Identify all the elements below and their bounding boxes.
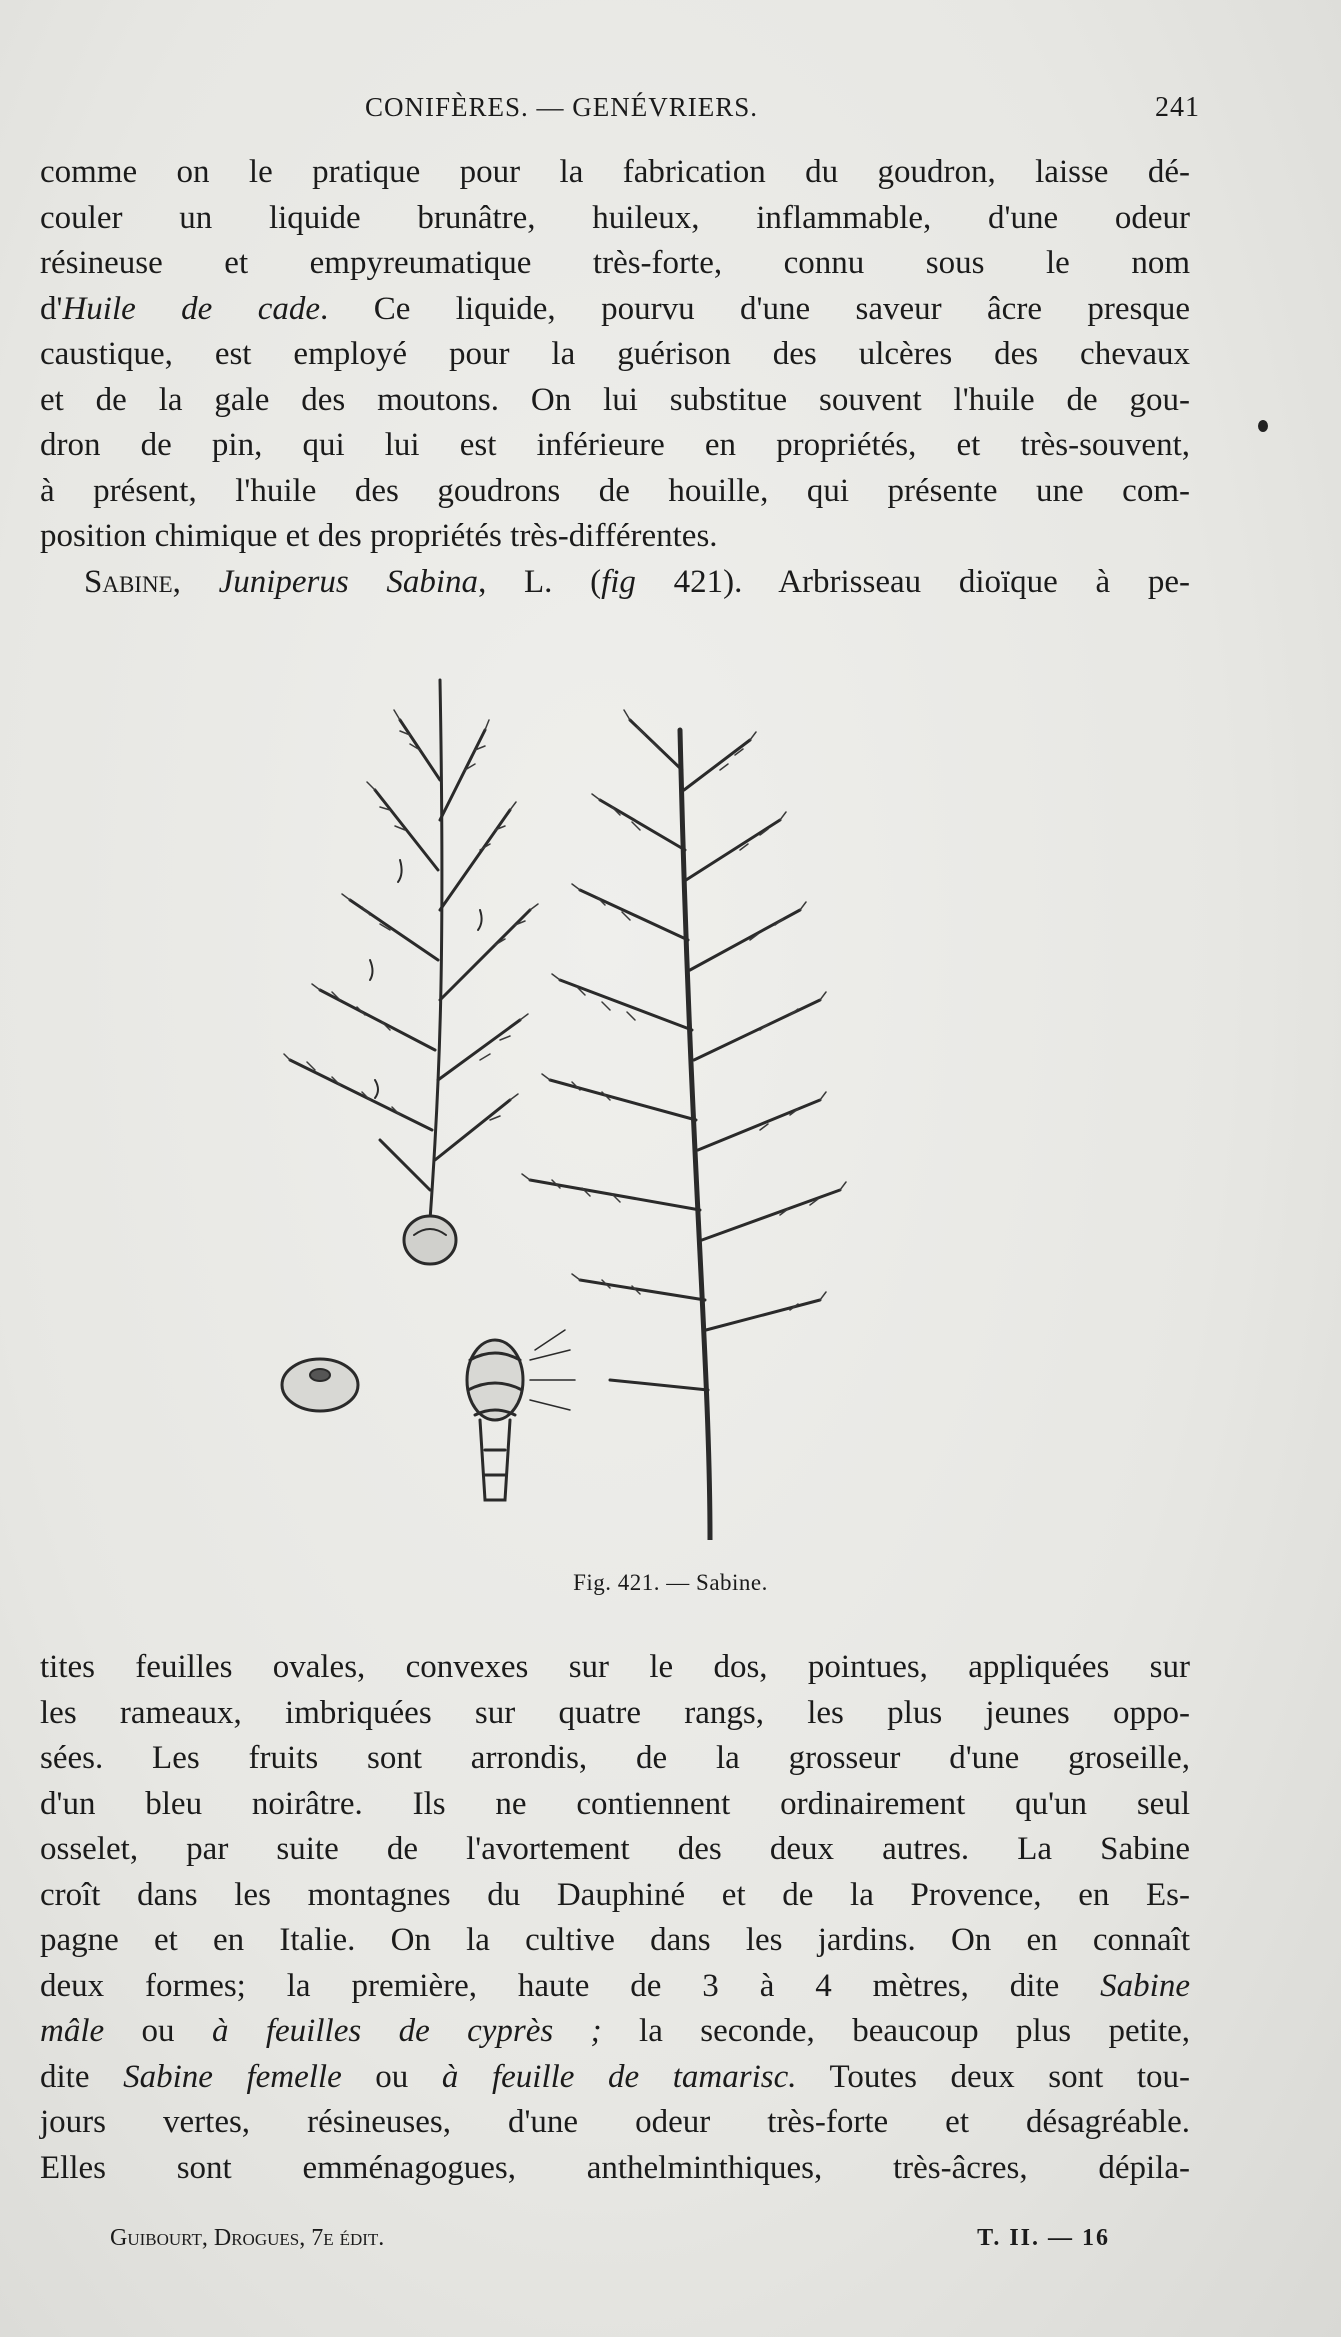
text-line: couler un liquide brunâtre, huileux, inflammable, d'une odeur <box>40 199 1190 236</box>
sabine-entry-line: Sabine, Juniperus Sabina, L. (fig 421). Arbrisseau dioïque à pe- <box>84 563 1190 600</box>
text-line: et de la gale des moutons. On lui substitue souvent l'huile de gou- <box>40 381 1190 418</box>
speck <box>1258 420 1268 432</box>
text-block-top <box>40 150 1190 605</box>
text-line: mâle ou à feuilles de cyprès ; la seconde, beaucoup plus petite, <box>40 2013 1191 2049</box>
text-line: comme on le pratique pour la fabrication du goudron, laisse dé- <box>40 154 1190 190</box>
text-line: dite Sabine femelle ou à feuille de tamarisc. Toutes deux sont tou- <box>40 2058 1191 2095</box>
running-title: CONIFÈRES. — GENÉVRIERS. <box>365 92 759 122</box>
footer-sheet: T. II. — 16 <box>977 2225 1110 2251</box>
text-line: position chimique et des propriétés très-différentes. <box>40 518 718 554</box>
fruit-cross-section <box>282 1359 358 1411</box>
term-huile-de-cade: Huile de cade <box>62 290 321 327</box>
text-line: à présent, l'huile des goudrons de houille, qui présente une com- <box>40 472 1190 509</box>
text-line: d'Huile de cade. Ce liquide, pourvu d'une saveur âcre presque <box>40 290 1191 327</box>
cone-detail <box>467 1340 523 1500</box>
species-name: Juniperus Sabina <box>218 563 479 600</box>
text-line: jours vertes, résineuses, d'une odeur très-forte et désagréable. <box>40 2104 1190 2140</box>
text-line: les rameaux, imbriquées sur quatre rangs, les plus jeunes oppo- <box>40 1694 1190 1731</box>
text-block-bottom <box>40 1645 1190 2191</box>
sabine-illustration <box>280 660 960 1540</box>
footer-signature: Guibourt, Drogues, 7e édit. <box>110 2225 385 2251</box>
page-footer <box>110 2225 1110 2265</box>
text-line: sées. Les fruits sont arrondis, de la grosseur d'une groseille, <box>40 1740 1190 1776</box>
entry-name: Sabine <box>84 563 173 600</box>
text-line: caustique, est employé pour la guérison des ulcères des chevaux <box>40 336 1190 372</box>
text-line: tites feuilles ovales, convexes sur le dos, pointues, appliquées sur <box>40 1649 1190 1685</box>
left-fruits <box>370 860 482 1098</box>
text-line: dron de pin, qui lui est inférieure en propriétés, et très-souvent, <box>40 427 1190 463</box>
running-head <box>40 92 1200 132</box>
page-number: 241 <box>1155 92 1200 123</box>
text-line: pagne et en Italie. On la cultive dans les jardins. On en connaît <box>40 1922 1190 1958</box>
text-line: résineuse et empyreumatique très-forte, connu sous le nom <box>40 245 1190 281</box>
text-line: Elles sont emménagogues, anthelminthiques, très-âcres, dépila- <box>40 2149 1190 2186</box>
text-line: osselet, par suite de l'avortement des deux autres. La Sabine <box>40 1831 1190 1867</box>
text-line: d'un bleu noirâtre. Ils ne contiennent ordinairement qu'un seul <box>40 1785 1190 1822</box>
text-line: deux formes; la première, haute de 3 à 4 mètres, dite Sabine <box>40 1967 1190 2004</box>
text-line: croît dans les montagnes du Dauphiné et de la Provence, en Es- <box>40 1876 1190 1913</box>
right-branch <box>680 730 710 1540</box>
left-branch <box>290 680 530 1220</box>
figure-caption: Fig. 421. — Sabine. <box>573 1570 768 1595</box>
